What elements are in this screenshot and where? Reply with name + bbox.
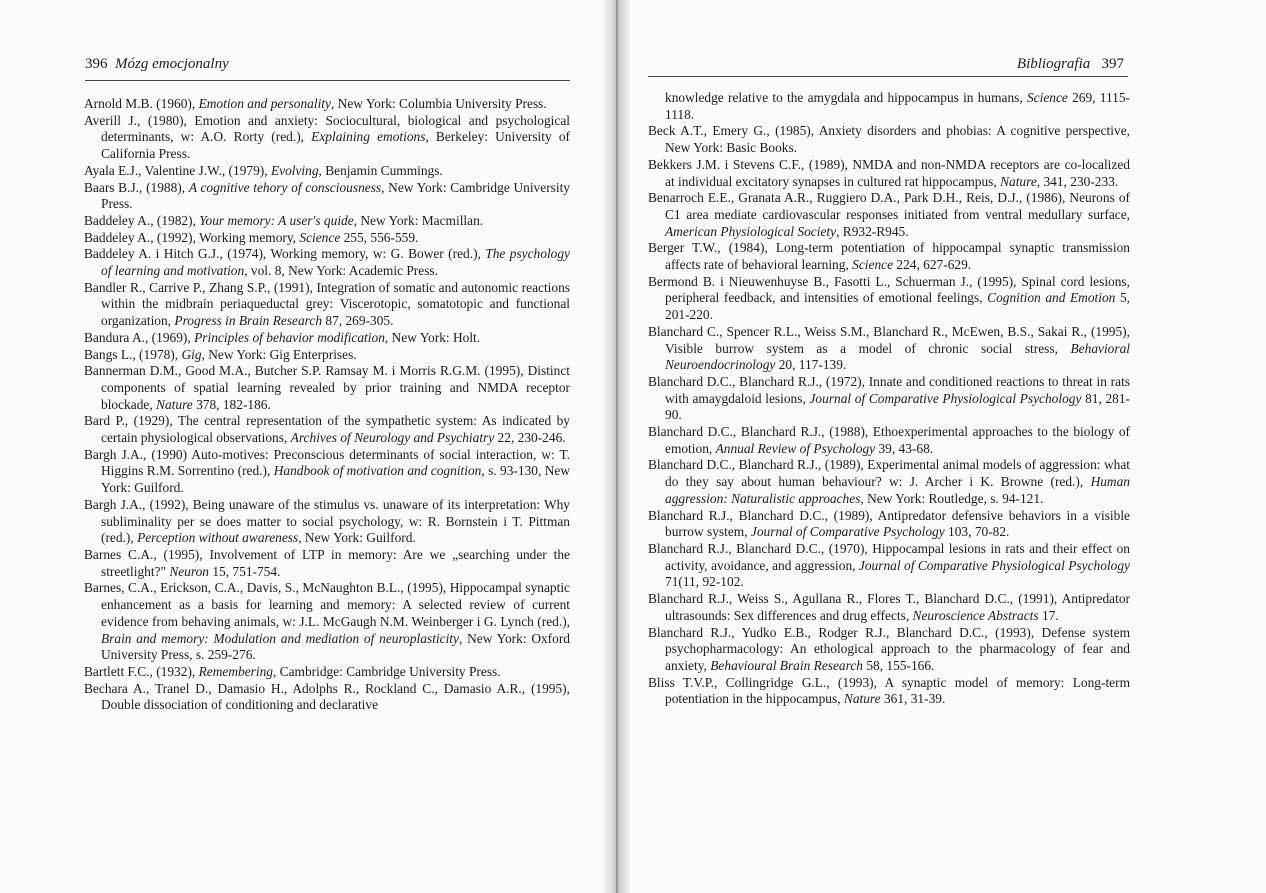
reference-text: 378, 182-186.: [192, 396, 271, 412]
reference-text: Barnes C.A., (1995), Involvement of LTP in memory: Are we „searching under the streetlight?": [84, 546, 570, 579]
reference-text: Baddeley A., (1982),: [84, 212, 200, 228]
reference-italic-text: Nature: [156, 396, 193, 412]
reference-italic-text: Progress in Brain Research: [174, 313, 323, 329]
reference-entry: [84, 497, 570, 547]
reference-entry: [648, 324, 1130, 374]
reference-text: Blanchard R.J., Blanchard D.C., (1970), Hippocampal lesions in rats and their effect on activity, avoidance, and aggression,: [648, 540, 1130, 573]
reference-text: Benarroch E.E., Granata A.R., Ruggiero D.A., Park D.H., Reis, D.J., (1986), Neurons of C1 area mediate cardiovascular responses initiated from ventral medullary surface,: [648, 190, 1130, 222]
reference-italic-text: Evolving: [270, 162, 319, 178]
right-page: [628, 0, 1266, 893]
reference-text: Blanchard D.C., Blanchard R.J., (1988), Ethoexperimental approaches to the biology of emotion,: [648, 424, 1130, 456]
left-header-rule: [85, 80, 570, 81]
reference-entry: [648, 591, 1130, 624]
reference-text: Averill J., (1980), Emotion and anxiety: Sociocultural, biological and psychological determinants, w: A.O. Rorty (red.),: [84, 112, 570, 145]
reference-text: Bargh J.A., (1990) Auto-motives: Preconscious determinants of social interaction, w: T. Higgins R.M. Sorrentino (red.),: [84, 446, 570, 479]
left-page: [0, 0, 614, 893]
reference-italic-text: Nature: [843, 691, 881, 707]
reference-text: 39, 43-68.: [875, 440, 934, 456]
reference-text: , New York: Routledge, s. 94-121.: [860, 490, 1044, 506]
reference-italic-text: Handbook of motivation and cognition: [273, 463, 482, 479]
reference-entry: [648, 424, 1130, 457]
right-page-number: 397: [1101, 56, 1124, 72]
reference-entry: [648, 90, 1130, 123]
reference-entry: [84, 580, 570, 664]
reference-text: 17.: [1038, 607, 1059, 623]
reference-text: 269, 1115-1118.: [665, 90, 1131, 122]
reference-text: 71(11, 92-102.: [665, 574, 744, 590]
reference-text: , Cambridge: Cambridge University Press.: [272, 663, 501, 679]
reference-text: , vol. 8, New York: Academic Press.: [244, 263, 438, 279]
reference-italic-text: Brain and memory: Modulation and mediation of neuroplasticity: [101, 630, 459, 646]
reference-entry: [84, 447, 570, 497]
reference-entry: [84, 113, 570, 163]
reference-text: Bliss T.V.P., Collingridge G.L., (1993), A synaptic model of memory: Long-term potentiation in the hippocampus,: [648, 674, 1130, 707]
reference-entry: [648, 123, 1130, 156]
reference-entry: [84, 280, 570, 330]
reference-entry: [648, 157, 1130, 190]
reference-text: Baddeley A., (1992), Working memory,: [84, 229, 300, 245]
reference-text: 5, 201-220.: [665, 290, 1131, 323]
reference-italic-text: Nature: [1000, 173, 1037, 189]
reference-entry: [648, 675, 1130, 708]
reference-entry: [84, 180, 570, 213]
reference-text: , R932-R945.: [836, 223, 909, 239]
reference-text: Baars B.J., (1988),: [84, 179, 189, 195]
reference-italic-text: Science: [1026, 90, 1068, 105]
reference-italic-text: A cognitive tehory of consciousness: [188, 179, 382, 195]
reference-italic-text: Neuron: [169, 563, 209, 579]
reference-italic-text: Science: [852, 257, 894, 273]
reference-italic-text: Journal of Comparative Physiological Psychology: [809, 390, 1082, 406]
reference-text: Baddeley A. i Hitch G.J., (1974), Working memory, w: G. Bower (red.),: [84, 246, 486, 262]
reference-entry: [648, 374, 1130, 424]
reference-text: , Berkeley: University of California Press.: [101, 129, 570, 162]
reference-italic-text: The psychology of learning and motivation: [101, 246, 571, 279]
reference-italic-text: Emotion and personality: [198, 96, 331, 111]
reference-text: , Benjamin Cummings.: [318, 162, 443, 178]
reference-text: , New York: Holt.: [384, 329, 481, 345]
reference-entry: [84, 163, 570, 180]
reference-text: Bechara A., Tranel D., Damasio H., Adolphs R., Rockland C., Damasio A.R., (1995), Double dissociation of conditioning and declarative: [84, 680, 570, 713]
reference-text: Bannerman D.M., Good M.A., Butcher S.P. Ramsay M. i Morris R.G.M. (1995), Distinct components of spatial learning revealed by prior training and NMDA receptor blockade,: [84, 363, 570, 412]
reference-text: 15, 751-754.: [209, 563, 281, 579]
reference-italic-text: Gig: [181, 346, 202, 362]
reference-italic-text: Cognition and Emotion: [987, 290, 1116, 306]
book-gutter: [604, 0, 630, 893]
reference-text: 361, 31-39.: [880, 691, 946, 707]
reference-text: , New York: Columbia University Press.: [330, 96, 547, 111]
reference-text: Berger T.W., (1984), Long-term potentiation of hippocampal synaptic transmission affects rate of behavioral learning,: [648, 240, 1130, 273]
reference-text: Blanchard D.C., Blanchard R.J., (1989), Experimental animal models of aggression: what do they say about human behaviour? w: J. Archer i K. Browne (red.),: [648, 457, 1130, 490]
reference-entry: [648, 240, 1130, 273]
reference-entry: [84, 681, 570, 714]
reference-text: Barnes, C.A., Erickson, C.A., Davis, S., McNaughton B.L., (1995), Hippocampal synaptic enhancement as a basis for learning and memory: A selected review of current evidence from behaving animals, w: J.L. McGaugh N.M. Weinberger i G. Lynch (red.),: [84, 580, 570, 629]
reference-italic-text: American Physiological Society: [665, 223, 837, 239]
right-running-header: [648, 56, 1124, 73]
reference-text: , New York: Guilford.: [298, 530, 416, 546]
left-reference-list: [84, 96, 570, 714]
reference-italic-text: Journal of Comparative Psychology: [750, 524, 945, 540]
reference-text: , New York: Gig Enterprises.: [201, 346, 357, 362]
reference-text: Bangs L., (1978),: [84, 346, 182, 362]
reference-text: 87, 269-305.: [322, 313, 394, 329]
reference-text: Bekkers J.M. i Stevens C.F., (1989), NMDA and non-NMDA receptors are co-localized at individual excitatory synapses in cultured rat hippocampus,: [648, 156, 1130, 189]
reference-entry: [84, 96, 570, 113]
reference-italic-text: Principles of behavior modification: [194, 329, 385, 345]
reference-italic-text: Explaining emotions: [311, 129, 426, 145]
reference-italic-text: Human aggression: Naturalistic approaches: [665, 474, 1130, 506]
reference-text: Blanchard R.J., Weiss S., Agullana R., Flores T., Blanchard D.C., (1991), Antipredator ultrasounds: Sex differences and drug effects,: [648, 591, 1130, 623]
reference-text: Bandura A., (1969),: [84, 329, 195, 345]
right-running-title: Bibliografia: [1016, 56, 1091, 72]
reference-entry: [84, 547, 570, 580]
reference-text: 224, 627-629.: [893, 257, 972, 273]
reference-text: Beck A.T., Emery G., (1985), Anxiety disorders and phobias: A cognitive perspective, New York: Basic Books.: [648, 123, 1130, 156]
reference-italic-text: Behavioral Neuroendocrinology: [665, 340, 1130, 373]
left-running-title: Mózg emocjonalny: [115, 56, 229, 72]
reference-text: 255, 556-559.: [340, 229, 419, 245]
reference-text: Ayala E.J., Valentine J.W., (1979),: [84, 162, 271, 178]
reference-text: Arnold M.B. (1960),: [84, 96, 199, 111]
right-header-rule: [648, 76, 1128, 77]
reference-text: , New York: Cambridge University Press.: [101, 179, 570, 212]
reference-italic-text: Journal of Comparative Physiological Psychology: [858, 557, 1130, 573]
reference-text: , 341, 230-233.: [1036, 173, 1119, 189]
reference-text: knowledge relative to the amygdala and hippocampus in humans,: [665, 90, 1027, 105]
reference-italic-text: Science: [299, 229, 341, 245]
reference-entry: [84, 664, 570, 681]
reference-entry: [648, 457, 1130, 507]
reference-text: 20, 117-139.: [775, 357, 847, 373]
reference-text: 22, 230-246.: [494, 430, 566, 446]
reference-entry: [84, 413, 570, 446]
reference-entry: [84, 246, 570, 279]
reference-text: Bandler R., Carrive P., Zhang S.P., (1991), Integration of somatic and autonomic reactions within the midbrain periaqueductal grey: Viscerotopic, somatotopic and functional organization,: [84, 279, 570, 329]
reference-text: , s. 93-130, New York: Guilford.: [101, 463, 570, 496]
left-running-header: [85, 56, 585, 73]
reference-text: Blanchard C., Spencer R.L., Weiss S.M., Blanchard R., McEwen, B.S., Sakai R., (1995), Visible burrow system as a model of chronic social stress,: [648, 323, 1130, 356]
reference-text: , New York: Oxford University Press, s. 259-276.: [101, 630, 570, 663]
reference-text: Blanchard R.J., Yudko E.B., Rodger R.J., Blanchard D.C., (1993), Defense system psychopharmacology: An ethological approach to the pharmacology of fear and anxiety,: [648, 624, 1130, 673]
reference-italic-text: Annual Review of Psychology: [715, 440, 876, 456]
reference-entry: [648, 508, 1130, 541]
reference-entry: [84, 230, 570, 247]
reference-text: Blanchard D.C., Blanchard R.J., (1972), Innate and conditioned reactions to threat in rats with amaygdaloid lesions,: [648, 373, 1130, 406]
reference-text: Blanchard R.J., Blanchard D.C., (1989), Antipredator defensive behaviors in a visible burrow system,: [648, 507, 1130, 540]
reference-entry: [84, 363, 570, 413]
left-page-number: 396: [85, 56, 108, 72]
reference-text: Bermond B. i Nieuwenhuyse B., Fasotti L., Schuerman J., (1995), Spinal cord lesions, peripheral feedback, and intensities of emotional feelings,: [648, 273, 1130, 306]
reference-text: 103, 70-82.: [944, 524, 1010, 540]
reference-italic-text: Remembering: [198, 663, 273, 679]
reference-entry: [84, 347, 570, 364]
reference-italic-text: Neuroscience Abstracts: [912, 607, 1039, 623]
reference-entry: [648, 541, 1130, 591]
reference-text: , New York: Macmillan.: [353, 212, 484, 228]
reference-entry: [648, 625, 1130, 675]
reference-italic-text: Behavioural Brain Research: [710, 657, 863, 673]
right-reference-list: [648, 90, 1130, 708]
reference-italic-text: Archives of Neurology and Psychiatry: [290, 430, 495, 446]
reference-text: Bargh J.A., (1992), Being unaware of the stimulus vs. unaware of its interpretation: Why subliminality per se does matter to social psychology, w: R. Bornstein i T. Pittman (red.),: [84, 496, 570, 546]
reference-text: Bartlett F.C., (1932),: [84, 663, 199, 679]
reference-text: Bard P., (1929), The central representation of the sympathetic system: As indicated by certain physiological observations,: [84, 413, 570, 446]
reference-text: 81, 281-90.: [665, 390, 1131, 423]
reference-entry: [84, 330, 570, 347]
reference-italic-text: Your memory: A user's quide: [199, 212, 354, 228]
reference-entry: [84, 213, 570, 230]
reference-italic-text: Perception without awareness: [137, 530, 299, 546]
reference-entry: [648, 190, 1130, 240]
reference-entry: [648, 274, 1130, 324]
reference-text: 58, 155-166.: [862, 657, 935, 673]
